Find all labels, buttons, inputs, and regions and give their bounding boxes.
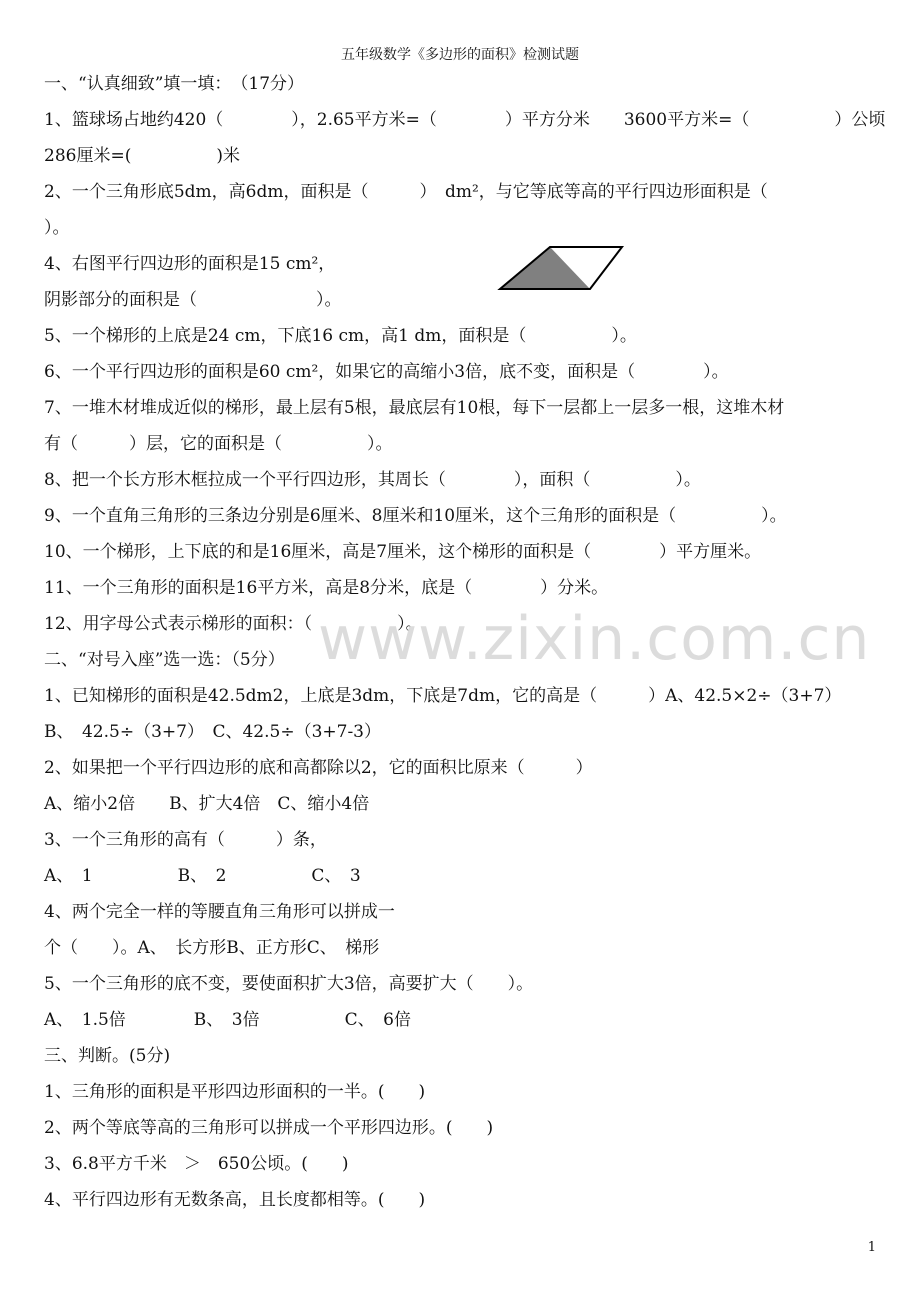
text-line: 6、一个平行四边形的面积是60 cm²，如果它的高缩小3倍，底不变，面积是（ ）。 <box>44 362 729 382</box>
text-line: 一、“认真细致”填一填： （17分） <box>44 74 305 94</box>
text-line: 3、一个三角形的高有（ ）条， <box>44 830 327 850</box>
text-line: 4、平行四边形有无数条高，且长度都相等。( ) <box>44 1190 426 1210</box>
text-line: 有（ ）层，它的面积是（ ）。 <box>44 434 393 454</box>
text-line: 11、一个三角形的面积是16平方米，高是8分米，底是（ ）分米。 <box>44 578 609 598</box>
text-line: 5、一个三角形的底不变，要使面积扩大3倍，高要扩大（ ）。 <box>44 974 534 994</box>
text-line: 2、一个三角形底5dm，高6dm，面积是（ ） dm²，与它等底等高的平行四边形面积是（ <box>44 182 768 202</box>
text-line: ）。 <box>44 218 70 238</box>
text-line: 1、三角形的面积是平形四边形面积的一半。( ) <box>44 1082 426 1102</box>
text-line: 三、判断。(5分) <box>44 1046 171 1066</box>
text-line: 个（ ）。A、 长方形B、正方形C、 梯形 <box>44 938 380 958</box>
parallelogram-svg <box>497 244 625 292</box>
text-line: 9、一个直角三角形的三条边分别是6厘米、8厘米和10厘米，这个三角形的面积是（ ）。 <box>44 506 787 526</box>
shaded-triangle <box>500 247 590 289</box>
text-line: 1、篮球场占地约420（ ），2.65平方米=（ ）平方分米 3600平方米=（ ）公顷 <box>44 110 886 130</box>
text-line: 3、6.8平方千米 ＞ 650公顷。( ) <box>44 1154 349 1174</box>
text-line: 12、用字母公式表示梯形的面积：（ ）。 <box>44 614 423 634</box>
text-line: 286厘米=( )米 <box>44 146 240 166</box>
text-line: B、 42.5÷（3+7） C、42.5÷（3+7-3） <box>44 722 382 742</box>
text-line: 4、右图平行四边形的面积是15 cm²， <box>44 254 336 274</box>
text-line: 7、一堆木材堆成近似的梯形，最上层有5根，最底层有10根，每下一层都上一层多一根，这堆木材 <box>44 398 785 418</box>
text-line: 4、两个完全一样的等腰直角三角形可以拼成一 <box>44 902 395 922</box>
text-line: 二、“对号入座”选一选：（5分） <box>44 650 285 670</box>
text-line: 8、把一个长方形木框拉成一个平行四边形，其周长（ ），面积（ ）。 <box>44 470 701 490</box>
page-number: 1 <box>867 1240 876 1255</box>
text-line: 1、已知梯形的面积是42.5dm2，上底是3dm，下底是7dm，它的高是（ ）A、42.5×2÷（3+7） <box>44 686 842 706</box>
text-line: 阴影部分的面积是（ ）。 <box>44 290 342 310</box>
text-line: 10、一个梯形，上下底的和是16厘米，高是7厘米，这个梯形的面积是（ ）平方厘米。 <box>44 542 762 562</box>
text-line: A、 1.5倍 B、 3倍 C、 6倍 <box>44 1010 411 1030</box>
text-line: A、 1 B、 2 C、 3 <box>44 866 361 886</box>
text-line: 2、两个等底等高的三角形可以拼成一个平形四边形。( ) <box>44 1118 494 1138</box>
text-line: 2、如果把一个平行四边形的底和高都除以2，它的面积比原来（ ） <box>44 758 593 778</box>
text-line: 5、一个梯形的上底是24 cm，下底16 cm，高1 dm，面积是（ ）。 <box>44 326 637 346</box>
text-line: A、缩小2倍 B、扩大4倍 C、缩小4倍 <box>44 794 370 814</box>
parallelogram-figure <box>497 244 625 296</box>
watermark: www.zixin.com.cn <box>318 604 871 674</box>
page-title: 五年级数学《多边形的面积》检测试题 <box>341 47 579 63</box>
